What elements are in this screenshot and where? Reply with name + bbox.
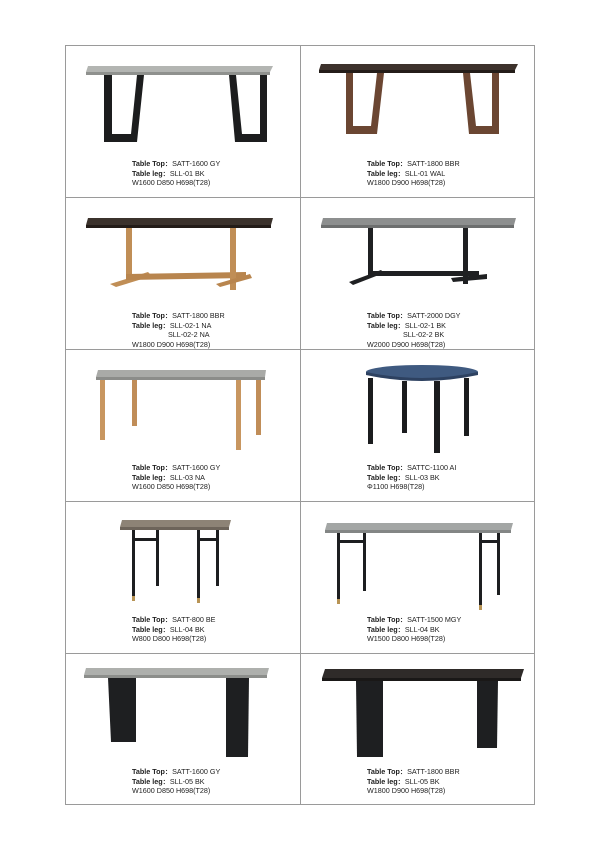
table-four-leg-icon (66, 350, 301, 462)
product-cell (66, 350, 301, 502)
table-leg-label: Table leg： (367, 168, 405, 178)
table-leg-code: SLL-03 BK (404, 472, 440, 482)
table-leg-label: Table leg： (132, 624, 170, 634)
product-spec (367, 615, 461, 644)
table-top-label: Table Top： (367, 767, 408, 776)
table-leg-code: SLL-01 BK (169, 168, 205, 178)
table-dimensions: W1800 D900 H698(T28) (367, 178, 446, 188)
table-leg-code: SLL-01 WAL (404, 168, 446, 178)
table-panel-leg-icon (301, 654, 536, 766)
product-spec (132, 463, 220, 492)
table-top-label: Table Top： (367, 463, 408, 472)
product-cell (66, 46, 301, 198)
table-t-leg-icon (301, 198, 536, 310)
table-leg-code: SLL-03 NA (169, 472, 205, 482)
product-spec (367, 463, 456, 492)
table-leg-code: SLL-05 BK (169, 776, 205, 786)
table-top-code: SATTC-1100 AI (407, 463, 457, 472)
table-top-code: SATT-1800 BBR (407, 767, 460, 776)
table-leg-label: Table leg： (132, 776, 170, 786)
table-leg-code: SLL-02-1 BK (404, 320, 446, 330)
table-top-code: SATT-1600 GY (172, 463, 221, 472)
product-spec (367, 311, 460, 349)
product-cell (66, 654, 301, 806)
product-cell (66, 502, 301, 654)
product-cell (301, 198, 536, 350)
table-top-code: SATT-1800 BBR (172, 311, 225, 320)
table-leg-code: SLL-02-1 NA (169, 320, 212, 330)
table-dimensions: W2000 D900 H698(T28) (367, 339, 446, 349)
table-leg-code: SLL-02-2 NA (168, 330, 210, 340)
table-leg-label: Table leg： (367, 776, 405, 786)
table-leg-label: Table leg： (367, 624, 405, 634)
product-spec (367, 767, 460, 796)
table-leg-label: Table leg： (132, 472, 170, 482)
product-cell (301, 654, 536, 806)
product-spec (367, 159, 460, 188)
table-top-label: Table Top： (132, 311, 173, 320)
table-leg-label: Table leg： (132, 320, 170, 330)
product-cell (66, 198, 301, 350)
table-top-code: SATT-800 BE (172, 615, 216, 624)
product-grid (65, 45, 535, 805)
table-top-label: Table Top： (367, 159, 408, 168)
table-round-icon (301, 350, 536, 462)
table-dimensions: W1600 D850 H698(T28) (132, 482, 211, 492)
table-top-label: Table Top： (132, 463, 173, 472)
table-top-label: Table Top： (132, 767, 173, 776)
product-cell (301, 502, 536, 654)
table-leg-code: SLL-05 BK (404, 776, 440, 786)
table-dimensions: W1800 D900 H698(T28) (132, 339, 211, 349)
product-cell (301, 350, 536, 502)
table-top-code: SATT-1600 GY (172, 767, 221, 776)
table-dimensions: W1500 D800 H698(T28) (367, 634, 446, 644)
table-top-label: Table Top： (132, 159, 173, 168)
product-spec (132, 615, 215, 644)
product-spec (132, 311, 225, 349)
table-trapezoid-leg-icon (301, 46, 536, 158)
table-panel-leg-icon (66, 654, 301, 766)
product-spec (132, 159, 220, 188)
table-dimensions: Φ1100 H698(T28) (367, 482, 425, 492)
table-dimensions: W1600 D850 H698(T28) (132, 178, 211, 188)
table-top-label: Table Top： (132, 615, 173, 624)
table-frame-leg-icon (301, 502, 536, 614)
table-top-code: SATT-2000 DGY (407, 311, 461, 320)
table-top-label: Table Top： (367, 311, 408, 320)
table-frame-leg-icon (66, 502, 301, 614)
product-spec (132, 767, 220, 796)
table-dimensions: W800 D800 H698(T28) (132, 634, 207, 644)
table-top-label: Table Top： (367, 615, 408, 624)
table-leg-label: Table leg： (367, 320, 405, 330)
table-leg-label: Table leg： (132, 168, 170, 178)
table-dimensions: W1800 D900 H698(T28) (367, 786, 446, 796)
table-leg-label: Table leg： (367, 472, 405, 482)
table-dimensions: W1600 D850 H698(T28) (132, 786, 211, 796)
table-trapezoid-leg-icon (66, 46, 301, 158)
table-top-code: SATT-1500 MGY (407, 615, 462, 624)
table-leg-code: SLL-04 BK (404, 624, 440, 634)
table-leg-code: SLL-02-2 BK (403, 330, 445, 340)
table-leg-code: SLL-04 BK (169, 624, 205, 634)
table-top-code: SATT-1600 GY (172, 159, 221, 168)
product-cell (301, 46, 536, 198)
table-t-leg-icon (66, 198, 301, 310)
table-top-code: SATT-1800 BBR (407, 159, 460, 168)
